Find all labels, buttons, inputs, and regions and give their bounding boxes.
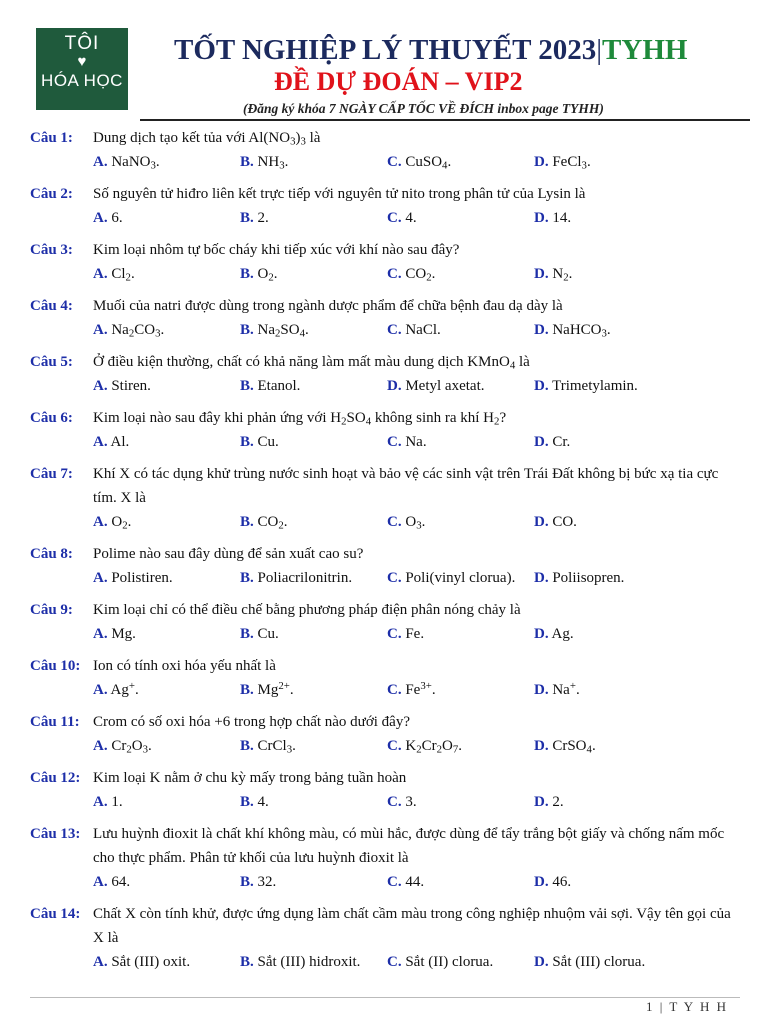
answer-options bbox=[30, 950, 740, 974]
question-label: Câu 4: bbox=[30, 298, 73, 314]
option-key: C. bbox=[387, 954, 402, 970]
option-text: 44. bbox=[401, 874, 425, 890]
answer-option bbox=[534, 950, 681, 974]
option-text: Cr. bbox=[548, 434, 571, 450]
option-text: 64. bbox=[107, 874, 131, 890]
option-key: C. bbox=[387, 210, 402, 226]
option-text: 2. bbox=[253, 210, 269, 226]
question-label: Câu 12: bbox=[30, 770, 81, 786]
option-text: CO. bbox=[548, 514, 577, 530]
question-stem bbox=[30, 182, 740, 206]
option-key: A. bbox=[93, 154, 108, 170]
option-key: D. bbox=[387, 378, 402, 394]
option-text: $CO_2$. bbox=[401, 266, 436, 284]
option-key: C. bbox=[387, 154, 402, 170]
question-text: Ở điều kiện thường, chất có khả năng làm mất màu dung dịch KMnO$_4$ là bbox=[93, 354, 530, 372]
question-item bbox=[30, 126, 740, 174]
option-text: Sắt (III) hidroxit. bbox=[253, 954, 361, 970]
option-text: 6. bbox=[107, 210, 123, 226]
question-stem bbox=[30, 406, 740, 430]
title-text: TỐT NGHIỆP LÝ THUYẾT 2023 bbox=[174, 34, 597, 66]
option-key: C. bbox=[387, 322, 402, 338]
answer-option bbox=[534, 206, 681, 230]
option-key: B. bbox=[240, 794, 254, 810]
question-stem bbox=[30, 294, 740, 318]
answer-option bbox=[534, 430, 681, 454]
question-stem bbox=[30, 238, 740, 262]
answer-options bbox=[30, 734, 740, 758]
option-text: Trimetylamin. bbox=[548, 378, 638, 394]
answer-option bbox=[240, 622, 387, 646]
option-key: B. bbox=[240, 874, 254, 890]
option-text: Ag. bbox=[548, 626, 574, 642]
answer-option bbox=[240, 206, 387, 230]
option-text: 4. bbox=[401, 210, 417, 226]
question-stem bbox=[30, 654, 740, 678]
question-label: Câu 1: bbox=[30, 130, 73, 146]
option-key: D. bbox=[534, 266, 549, 282]
option-text: Sắt (III) oxit. bbox=[107, 954, 191, 970]
answer-option bbox=[93, 678, 240, 702]
option-text: 4. bbox=[253, 794, 269, 810]
answer-option bbox=[387, 950, 534, 974]
question-stem bbox=[30, 598, 740, 622]
question-label: Câu 3: bbox=[30, 242, 73, 258]
option-key: B. bbox=[240, 434, 254, 450]
option-key: D. bbox=[534, 626, 549, 642]
answer-option bbox=[534, 678, 681, 702]
answer-option bbox=[534, 790, 681, 814]
answer-option bbox=[93, 318, 240, 342]
question-stem bbox=[30, 766, 740, 790]
option-key: D. bbox=[534, 954, 549, 970]
option-text: NaHCO$_3$. bbox=[548, 322, 611, 340]
option-key: D. bbox=[534, 570, 549, 586]
answer-option bbox=[387, 622, 534, 646]
logo-line-1: TÔI bbox=[64, 33, 100, 54]
option-text: CuSO$_4$. bbox=[401, 154, 452, 172]
option-text: $Cl_2$. bbox=[107, 266, 135, 284]
brand-logo bbox=[36, 28, 128, 110]
option-key: D. bbox=[534, 738, 549, 754]
answer-option bbox=[387, 262, 534, 286]
answer-option bbox=[387, 566, 534, 590]
option-text: NaNO$_3$. bbox=[107, 154, 160, 172]
question-label: Câu 5: bbox=[30, 354, 73, 370]
question-stem bbox=[30, 902, 740, 950]
question-item bbox=[30, 462, 740, 534]
question-label: Câu 9: bbox=[30, 602, 73, 618]
option-text: Metyl axetat. bbox=[401, 378, 485, 394]
question-item bbox=[30, 766, 740, 814]
option-text: $CO_2$. bbox=[253, 514, 288, 532]
answer-options bbox=[30, 318, 740, 342]
answer-option bbox=[93, 510, 240, 534]
option-key: D. bbox=[534, 322, 549, 338]
heart-icon: ♥ bbox=[77, 53, 87, 70]
option-text: Ag+. bbox=[107, 680, 139, 698]
answer-option bbox=[93, 430, 240, 454]
question-text: Polime nào sau đây dùng để sản xuất cao su? bbox=[93, 546, 364, 562]
option-text: $O_2$. bbox=[253, 266, 278, 284]
answer-option bbox=[240, 790, 387, 814]
answer-options bbox=[30, 566, 740, 590]
option-key: D. bbox=[534, 682, 549, 698]
option-text: Etanol. bbox=[253, 378, 301, 394]
option-key: A. bbox=[93, 378, 108, 394]
answer-option bbox=[240, 566, 387, 590]
option-key: A. bbox=[93, 266, 108, 282]
option-key: C. bbox=[387, 682, 402, 698]
question-item bbox=[30, 598, 740, 646]
question-item bbox=[30, 406, 740, 454]
option-key: D. bbox=[534, 794, 549, 810]
answer-option bbox=[240, 950, 387, 974]
question-stem bbox=[30, 710, 740, 734]
option-text: Stiren. bbox=[107, 378, 151, 394]
question-item bbox=[30, 654, 740, 702]
question-stem bbox=[30, 822, 740, 870]
answer-option bbox=[240, 510, 387, 534]
option-key: C. bbox=[387, 794, 402, 810]
question-item bbox=[30, 182, 740, 230]
option-text: $O_3$. bbox=[401, 514, 426, 532]
header-divider bbox=[140, 119, 750, 121]
option-text: Poliisopren. bbox=[548, 570, 625, 586]
option-text: 46. bbox=[548, 874, 572, 890]
answer-option bbox=[534, 566, 681, 590]
answer-options bbox=[30, 262, 740, 286]
option-key: B. bbox=[240, 570, 254, 586]
option-key: A. bbox=[93, 794, 108, 810]
question-list bbox=[30, 126, 740, 982]
answer-option bbox=[534, 150, 681, 174]
question-text: Kim loại nhôm tự bốc cháy khi tiếp xúc với khí nào sau đây? bbox=[93, 242, 460, 258]
question-label: Câu 7: bbox=[30, 466, 73, 482]
title-brand: TYHH bbox=[602, 34, 688, 66]
option-key: D. bbox=[534, 514, 549, 530]
option-text: 2. bbox=[548, 794, 564, 810]
option-text: $NH_3$. bbox=[253, 154, 289, 172]
answer-option bbox=[240, 374, 387, 398]
answer-options bbox=[30, 150, 740, 174]
answer-options bbox=[30, 206, 740, 230]
answer-option bbox=[534, 622, 681, 646]
answer-option bbox=[387, 374, 534, 398]
question-item bbox=[30, 294, 740, 342]
answer-option bbox=[93, 870, 240, 894]
question-label: Câu 10: bbox=[30, 658, 81, 674]
registration-note: (Đăng ký khóa 7 NGÀY CẤP TỐC VỀ ĐÍCH inbox page TYHH) bbox=[243, 101, 604, 116]
option-key: B. bbox=[240, 322, 254, 338]
option-text: Polistiren. bbox=[107, 570, 173, 586]
question-text: Số nguyên tử hiđro liên kết trực tiếp với nguyên tử nito trong phân tử của Lysin là bbox=[93, 186, 586, 202]
answer-option bbox=[534, 734, 681, 758]
answer-option bbox=[534, 510, 681, 534]
question-text: Kim loại chỉ có thể điều chế bằng phương pháp điện phân nóng chảy là bbox=[93, 602, 521, 618]
option-text: Na+. bbox=[548, 680, 580, 698]
answer-option bbox=[93, 150, 240, 174]
answer-option bbox=[93, 790, 240, 814]
option-key: C. bbox=[387, 514, 402, 530]
answer-options bbox=[30, 870, 740, 894]
question-stem bbox=[30, 126, 740, 150]
option-key: D. bbox=[534, 378, 549, 394]
option-text: 1. bbox=[107, 794, 123, 810]
answer-options bbox=[30, 430, 740, 454]
option-key: A. bbox=[93, 954, 108, 970]
answer-option bbox=[534, 870, 681, 894]
option-text: Sắt (II) clorua. bbox=[401, 954, 494, 970]
option-text: NaCl. bbox=[401, 322, 441, 338]
option-text: 3. bbox=[401, 794, 417, 810]
option-text: $Fe^{3+}$. bbox=[401, 680, 436, 698]
option-key: B. bbox=[240, 682, 254, 698]
option-text: $O_2$. bbox=[107, 514, 132, 532]
answer-option bbox=[387, 870, 534, 894]
option-text: $Na_2SO_4$. bbox=[253, 322, 309, 340]
option-key: A. bbox=[93, 210, 108, 226]
option-text: CrSO$_4$. bbox=[548, 738, 596, 756]
option-key: B. bbox=[240, 738, 254, 754]
footer-divider bbox=[30, 997, 740, 998]
question-label: Câu 6: bbox=[30, 410, 73, 426]
option-key: C. bbox=[387, 570, 402, 586]
answer-option bbox=[240, 678, 387, 702]
answer-option bbox=[534, 262, 681, 286]
question-text: Dung dịch tạo kết tủa với $Al(NO_3)_3$ là bbox=[93, 130, 321, 148]
answer-option bbox=[240, 870, 387, 894]
option-key: B. bbox=[240, 954, 254, 970]
question-label: Câu 2: bbox=[30, 186, 73, 202]
answer-option bbox=[93, 566, 240, 590]
answer-options bbox=[30, 790, 740, 814]
answer-option bbox=[387, 790, 534, 814]
page-footer: 1 | T Y H H bbox=[645, 999, 728, 1014]
answer-option bbox=[387, 430, 534, 454]
answer-option bbox=[93, 374, 240, 398]
question-text: Muối của natri được dùng trong ngành dược phẩm để chữa bệnh đau dạ dày là bbox=[93, 298, 563, 314]
option-key: C. bbox=[387, 266, 402, 282]
option-key: C. bbox=[387, 434, 402, 450]
question-item bbox=[30, 710, 740, 758]
option-text: Fe. bbox=[401, 626, 425, 642]
option-text: Cu. bbox=[253, 434, 279, 450]
answer-option bbox=[240, 734, 387, 758]
answer-option bbox=[240, 150, 387, 174]
question-text: Lưu huỳnh đioxit là chất khí không màu, có mùi hắc, được dùng để tẩy trắng bột giấy và chống nấm mốc cho thực phẩm. Phân tử khối của lưu huỳnh đioxit là bbox=[93, 826, 725, 866]
answer-option bbox=[387, 206, 534, 230]
option-key: D. bbox=[534, 154, 549, 170]
answer-option bbox=[387, 734, 534, 758]
option-text: $K_2Cr_2O_7$. bbox=[401, 738, 462, 756]
option-text: Mg. bbox=[107, 626, 136, 642]
option-key: C. bbox=[387, 738, 402, 754]
option-text: 14. bbox=[548, 210, 572, 226]
question-label: Câu 14: bbox=[30, 906, 81, 922]
option-key: B. bbox=[240, 266, 254, 282]
logo-line-2: HÓA HỌC bbox=[41, 71, 123, 90]
answer-option bbox=[534, 318, 681, 342]
option-text: $N_2$. bbox=[548, 266, 573, 284]
page-subtitle: ĐỀ DỰ ĐOÁN – VIP2 bbox=[274, 67, 523, 96]
answer-option bbox=[93, 734, 240, 758]
option-key: A. bbox=[93, 514, 108, 530]
option-key: A. bbox=[93, 434, 108, 450]
question-stem bbox=[30, 462, 740, 510]
title-separator: | bbox=[596, 34, 603, 66]
question-text: Crom có số oxi hóa +6 trong hợp chất nào dưới đây? bbox=[93, 714, 410, 730]
option-key: B. bbox=[240, 626, 254, 642]
option-text: Cu. bbox=[253, 626, 279, 642]
answer-option bbox=[93, 262, 240, 286]
option-text: $Na_2CO_3$. bbox=[107, 322, 165, 340]
question-label: Câu 11: bbox=[30, 714, 80, 730]
option-key: D. bbox=[534, 874, 549, 890]
question-label: Câu 8: bbox=[30, 546, 73, 562]
option-key: B. bbox=[240, 378, 254, 394]
answer-options bbox=[30, 510, 740, 534]
option-key: A. bbox=[93, 322, 108, 338]
question-text: Kim loại nào sau đây khi phản ứng với $H_2SO_4$ không sinh ra khí $H_2$? bbox=[93, 410, 507, 428]
answer-option bbox=[387, 150, 534, 174]
option-key: D. bbox=[534, 210, 549, 226]
option-key: C. bbox=[387, 874, 402, 890]
answer-option bbox=[240, 430, 387, 454]
option-key: D. bbox=[534, 434, 549, 450]
option-key: B. bbox=[240, 514, 254, 530]
answer-option bbox=[93, 622, 240, 646]
option-text: FeCl$_3$. bbox=[548, 154, 591, 172]
question-item bbox=[30, 542, 740, 590]
option-text: $Cr_2O_3$. bbox=[107, 738, 152, 756]
option-text: Poli(vinyl clorua). bbox=[401, 570, 516, 586]
question-item bbox=[30, 822, 740, 894]
answer-option bbox=[387, 678, 534, 702]
option-text: Poliacrilonitrin. bbox=[253, 570, 353, 586]
answer-option bbox=[93, 206, 240, 230]
option-key: B. bbox=[240, 154, 254, 170]
question-text: Kim loại K nằm ở chu kỳ mấy trong bảng tuần hoàn bbox=[93, 770, 407, 786]
question-stem bbox=[30, 350, 740, 374]
option-text: $Mg^{2+}$. bbox=[253, 680, 294, 698]
option-text: CrCl$_3$. bbox=[253, 738, 296, 756]
page-title bbox=[174, 34, 687, 67]
option-text: 32. bbox=[253, 874, 277, 890]
answer-option bbox=[534, 374, 681, 398]
answer-options bbox=[30, 622, 740, 646]
option-key: A. bbox=[93, 626, 108, 642]
answer-options bbox=[30, 678, 740, 702]
option-key: A. bbox=[93, 682, 108, 698]
question-text: Ion có tính oxi hóa yếu nhất là bbox=[93, 658, 276, 674]
option-key: B. bbox=[240, 210, 254, 226]
option-key: A. bbox=[93, 738, 108, 754]
answer-options bbox=[30, 374, 740, 398]
question-text: Chất X còn tính khử, được ứng dụng làm chất cầm màu trong công nghiệp nhuộm vải sợi. Vậy tên gọi của X là bbox=[93, 906, 731, 946]
question-text: Khí X có tác dụng khử trùng nước sinh hoạt và bảo vệ các sinh vật trên Trái Đất không bị bức xạ tia cực tím. X là bbox=[93, 466, 719, 506]
answer-option bbox=[387, 510, 534, 534]
option-text: Na. bbox=[401, 434, 427, 450]
option-text: Sắt (III) clorua. bbox=[548, 954, 646, 970]
option-key: C. bbox=[387, 626, 402, 642]
option-key: A. bbox=[93, 570, 108, 586]
question-stem bbox=[30, 542, 740, 566]
question-item bbox=[30, 902, 740, 974]
question-label: Câu 13: bbox=[30, 826, 81, 842]
option-text: Al. bbox=[107, 434, 130, 450]
answer-option bbox=[93, 950, 240, 974]
question-item bbox=[30, 350, 740, 398]
answer-option bbox=[240, 262, 387, 286]
answer-option bbox=[387, 318, 534, 342]
option-key: A. bbox=[93, 874, 108, 890]
answer-option bbox=[240, 318, 387, 342]
question-item bbox=[30, 238, 740, 286]
